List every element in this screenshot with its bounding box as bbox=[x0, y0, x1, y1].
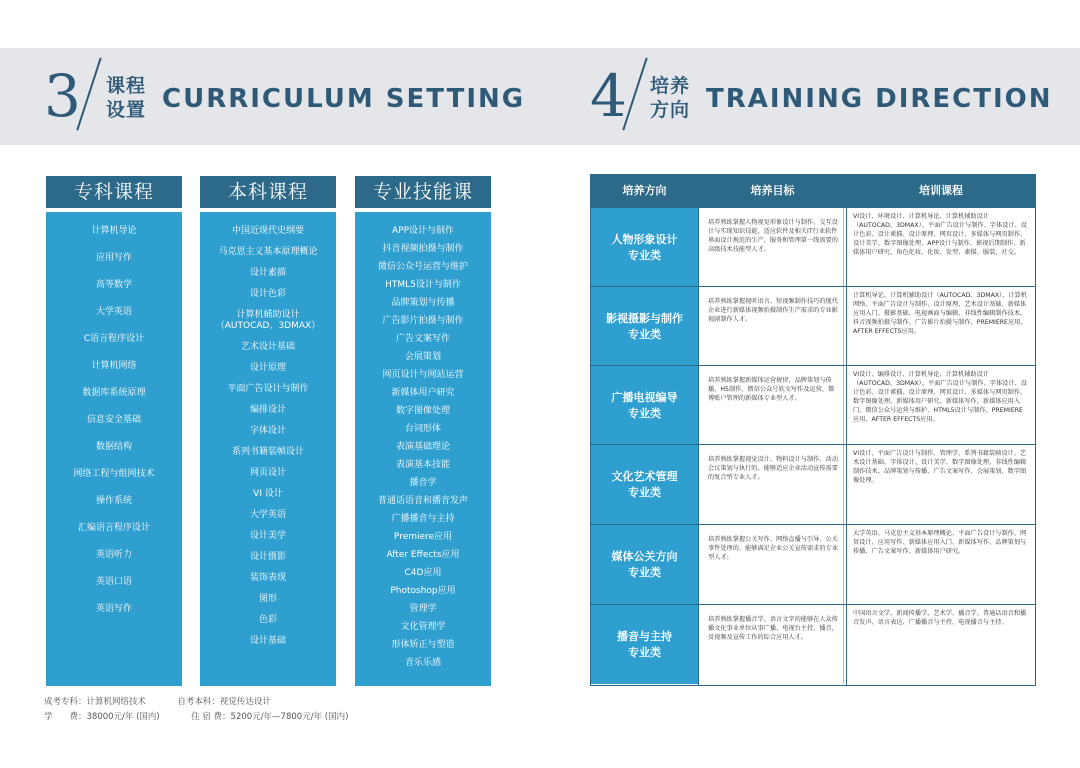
courses-cell: 中国语言文学、新闻传播学、艺术学、播音学、普通话语音和播音发声、语言表达、广播播音与主持、电视播音与主持。 bbox=[853, 610, 1027, 626]
list-item: 英语听力 bbox=[95, 550, 132, 560]
goal-cell: 培养熟练掌握公关写作、网络直播与引导、公关事件处理的、能够满足企业公关宣传需求的专业型人才。 bbox=[704, 525, 844, 604]
list-item: 英语口语 bbox=[95, 577, 132, 587]
list-item: APP设计与制作 bbox=[391, 226, 454, 236]
footer-tuition: 学 费：38000元/年 (国内) bbox=[44, 712, 160, 722]
section4-en-title: TRAINING DIRECTION bbox=[706, 84, 1053, 114]
list-item: 品牌策划与传播 bbox=[391, 298, 455, 308]
list-item: 汇编语言程序设计 bbox=[77, 523, 150, 533]
goal-cell: 培养熟练掌握视听语言、短视频制作技巧的现代企业进行新媒体视频拍摄制作生产需求的专业影视剧制作人才。 bbox=[704, 287, 844, 366]
list-item: 广告文案写作 bbox=[395, 334, 450, 344]
direction-cell: 文化艺术管理 专业类 bbox=[591, 445, 698, 524]
list-item: 管理学 bbox=[409, 604, 437, 614]
section3-cn-line2: 设置 bbox=[106, 99, 147, 121]
list-item: C语言程序设计 bbox=[83, 334, 145, 344]
list-item: Photoshop应用 bbox=[390, 586, 456, 596]
goal-cell: 培养熟练掌握人物视觉形象设计与制作、交互设计与实现知识技能，适应软件及相关IT行业软件界面设计规范的生产、服务和管理第一线需要的高级技术技能型人才。 bbox=[704, 208, 844, 287]
section4-cn-line1: 培养 bbox=[650, 75, 691, 97]
list-item: 中国近现代史纲要 bbox=[231, 226, 304, 236]
footer-accommodation: 住 宿 费：5200元/年—7800元/年 (国内) bbox=[191, 712, 349, 722]
list-item: 表演基础理论 bbox=[395, 442, 450, 452]
direction-cell: 媒体公关方向 专业类 bbox=[591, 525, 698, 604]
list-item: 艺术设计基础 bbox=[240, 342, 295, 352]
list-item: 应用写作 bbox=[95, 253, 132, 263]
list-item: 广告影片拍摄与制作 bbox=[382, 316, 464, 326]
courses-cell: VI设计、平面广告设计与制作、管理学、系列书籍装帧设计、艺术设计基础、字体设计、设计美学、数字图像处理、非线性编辑制作技术、品牌策划与传播、广告文案写作、会展策划、数字图像处理。 bbox=[853, 450, 1027, 484]
list-item: 广播播音与主持 bbox=[391, 514, 455, 524]
table-row bbox=[591, 207, 1035, 287]
training-direction-table bbox=[590, 174, 1036, 686]
list-item: 抖音视频拍摄与制作 bbox=[382, 244, 464, 254]
list-item: 设计色彩 bbox=[249, 289, 286, 299]
section-banner bbox=[0, 48, 1080, 145]
course-column-associate bbox=[46, 176, 182, 686]
list-item: 形体矫正与塑造 bbox=[391, 640, 455, 650]
courses-cell: 计算机导论、计算机辅助设计（AUTOCAD、3DMAX）、计算机网络、平面广告设计与制作、设计原理、艺术设计基础、新媒体应用入门、摄影基础、电视画面与编辑、非线性编辑制作技术、抖音视频拍摄与制作、广告影片拍摄与制作、PREMIERE应用、AFTER EFFECTS应用。 bbox=[853, 292, 1027, 335]
list-item: 数据库系统原理 bbox=[82, 388, 146, 398]
section3-cn-title bbox=[106, 74, 146, 122]
courses-cell: VI设计、环境设计、计算机导论、计算机辅助设计（AUTOCAD、3DMAX）、平面广告设计与制作、字体设计、设计色彩、设计素描、设计原理、网页设计、多媒体与网页制作、设计美学、数字图像处理、APP设计与制作、影视后期制作、新媒体用户研究、角色化妆、化妆、发型、素描、服装、社交。 bbox=[853, 213, 1027, 256]
section4-cn-line2: 方向 bbox=[650, 99, 691, 121]
list-item: 大学英语 bbox=[95, 307, 132, 317]
footer-associate-major: 成考专科：计算机网络技术 bbox=[44, 697, 147, 707]
list-item: 设计基础 bbox=[249, 636, 286, 646]
list-item: 平面广告设计与制作 bbox=[227, 384, 309, 394]
list-item: 设计原理 bbox=[249, 363, 286, 373]
list-item: 英语写作 bbox=[95, 604, 132, 614]
table-header-courses: 培训课程 bbox=[847, 175, 1035, 207]
column-divider bbox=[698, 175, 699, 685]
list-item: 网页设计 bbox=[249, 468, 286, 478]
direction-cell: 播音与主持 专业类 bbox=[591, 605, 698, 684]
list-item: 计算机辅助设计 （AUTOCAD、3DMAX） bbox=[215, 310, 321, 331]
list-item: 操作系统 bbox=[95, 496, 132, 506]
list-item: 网络工程与组网技术 bbox=[73, 469, 155, 479]
footer-line-1 bbox=[44, 695, 271, 707]
list-item: 高等数学 bbox=[95, 280, 132, 290]
list-item: 系列书籍装帧设计 bbox=[231, 447, 304, 457]
list-item: 编排设计 bbox=[249, 405, 286, 415]
table-row bbox=[591, 444, 1035, 524]
footer-line-2 bbox=[44, 710, 348, 722]
table-row bbox=[591, 524, 1035, 604]
list-item: C4D应用 bbox=[404, 568, 442, 578]
column-title: 本科课程 bbox=[200, 176, 336, 208]
table-header-direction: 培养方向 bbox=[591, 175, 698, 207]
courses-cell: VI设计、编排设计、计算机导论、计算机辅助设计（AUTOCAD、3DMAX）、平面广告设计与制作、字体设计、设计色彩、设计素描、设计原理、网页设计、多媒体与网页制作、数字图像处理、新媒体用户研究、新媒体写作、新媒体应用入门、微信公众号运营与维护、HTML5设计与制作、PREMIERE应用、AFTER EFFECTS应用。 bbox=[853, 371, 1027, 423]
courses-cell: 大学英语、马克思主义基本原理概论、平面广告设计与制作、网页设计、应用写作、新媒体应用入门、新媒体写作、品牌策划与传播、广告文案写作、新媒体用户研究。 bbox=[853, 530, 1027, 555]
section4-number: 4 bbox=[590, 62, 627, 130]
section3-number: 3 bbox=[44, 62, 81, 130]
list-item: 播音学 bbox=[409, 478, 437, 488]
direction-cell: 广播电视编导 专业类 bbox=[591, 366, 698, 445]
list-item: 网页设计与网站运营 bbox=[382, 370, 464, 380]
list-item: 设计美学 bbox=[249, 531, 286, 541]
list-item: 设计素描 bbox=[249, 268, 286, 278]
list-item: 色彩 bbox=[258, 615, 277, 625]
list-item: 计算机导论 bbox=[91, 226, 137, 236]
direction-cell: 影视摄影与制作 专业类 bbox=[591, 287, 698, 366]
list-item: 会展策划 bbox=[404, 352, 441, 362]
list-item: Premiere应用 bbox=[393, 532, 453, 542]
column-divider bbox=[846, 175, 847, 685]
list-item: 设计摄影 bbox=[249, 552, 286, 562]
list-item: After Effects应用 bbox=[386, 550, 460, 560]
list-item: 图形 bbox=[258, 594, 277, 604]
list-item: 音乐乐感 bbox=[404, 658, 441, 668]
direction-cell: 人物形象设计 专业类 bbox=[591, 208, 698, 287]
table-row bbox=[591, 286, 1035, 366]
table-header-goal: 培养目标 bbox=[699, 175, 846, 207]
list-item: 普通话语音和播音发声 bbox=[377, 496, 468, 506]
list-item: 大学英语 bbox=[249, 510, 286, 520]
list-item: 数据结构 bbox=[95, 442, 132, 452]
list-item: 数字图像处理 bbox=[395, 406, 450, 416]
list-item: 文化管理学 bbox=[400, 622, 446, 632]
list-item: 字体设计 bbox=[249, 426, 286, 436]
table-row bbox=[591, 604, 1035, 684]
section4-cn-title bbox=[650, 74, 690, 122]
list-item: HTML5设计与制作 bbox=[385, 280, 461, 290]
course-column-skills bbox=[355, 176, 491, 686]
list-item: 信息安全基础 bbox=[86, 415, 141, 425]
section3-cn-line1: 课程 bbox=[106, 75, 147, 97]
column-title: 专科课程 bbox=[46, 176, 182, 208]
list-item: 台词形体 bbox=[404, 424, 441, 434]
list-item: 新媒体用户研究 bbox=[391, 388, 455, 398]
section3-en-title: CURRICULUM SETTING bbox=[162, 84, 526, 114]
goal-cell: 培养熟练掌握视觉设计、物料设计与制作、活动会议策划与执行的、能够适应企业活动宣传需要的复合型专业人才。 bbox=[704, 445, 844, 524]
column-title: 专业技能课 bbox=[355, 176, 491, 208]
list-item: VI 设计 bbox=[253, 489, 283, 499]
list-item: 马克思主义基本原理概论 bbox=[218, 247, 318, 257]
footer-bachelor-major: 自考本科：视觉传达设计 bbox=[177, 697, 271, 707]
goal-cell: 培养熟练掌握播音学、语言文字的能够在人众传播文化事业单位从事广播、电视台主持、播音，及视频及宣传工作的综合应用人才。 bbox=[704, 605, 844, 684]
goal-cell: 培养熟练掌握新媒体运营规律、品牌策划与传播、H5制作、微信公众号软文写作及运营、微博账户管理的新媒体专业型人才。 bbox=[704, 366, 844, 445]
list-item: 计算机网络 bbox=[91, 361, 137, 371]
list-item: 装饰表现 bbox=[249, 573, 286, 583]
course-column-bachelor bbox=[200, 176, 336, 686]
table-row bbox=[591, 365, 1035, 445]
list-item: 表演基本技能 bbox=[395, 460, 450, 470]
list-item: 微信公众号运营与维护 bbox=[377, 262, 468, 272]
